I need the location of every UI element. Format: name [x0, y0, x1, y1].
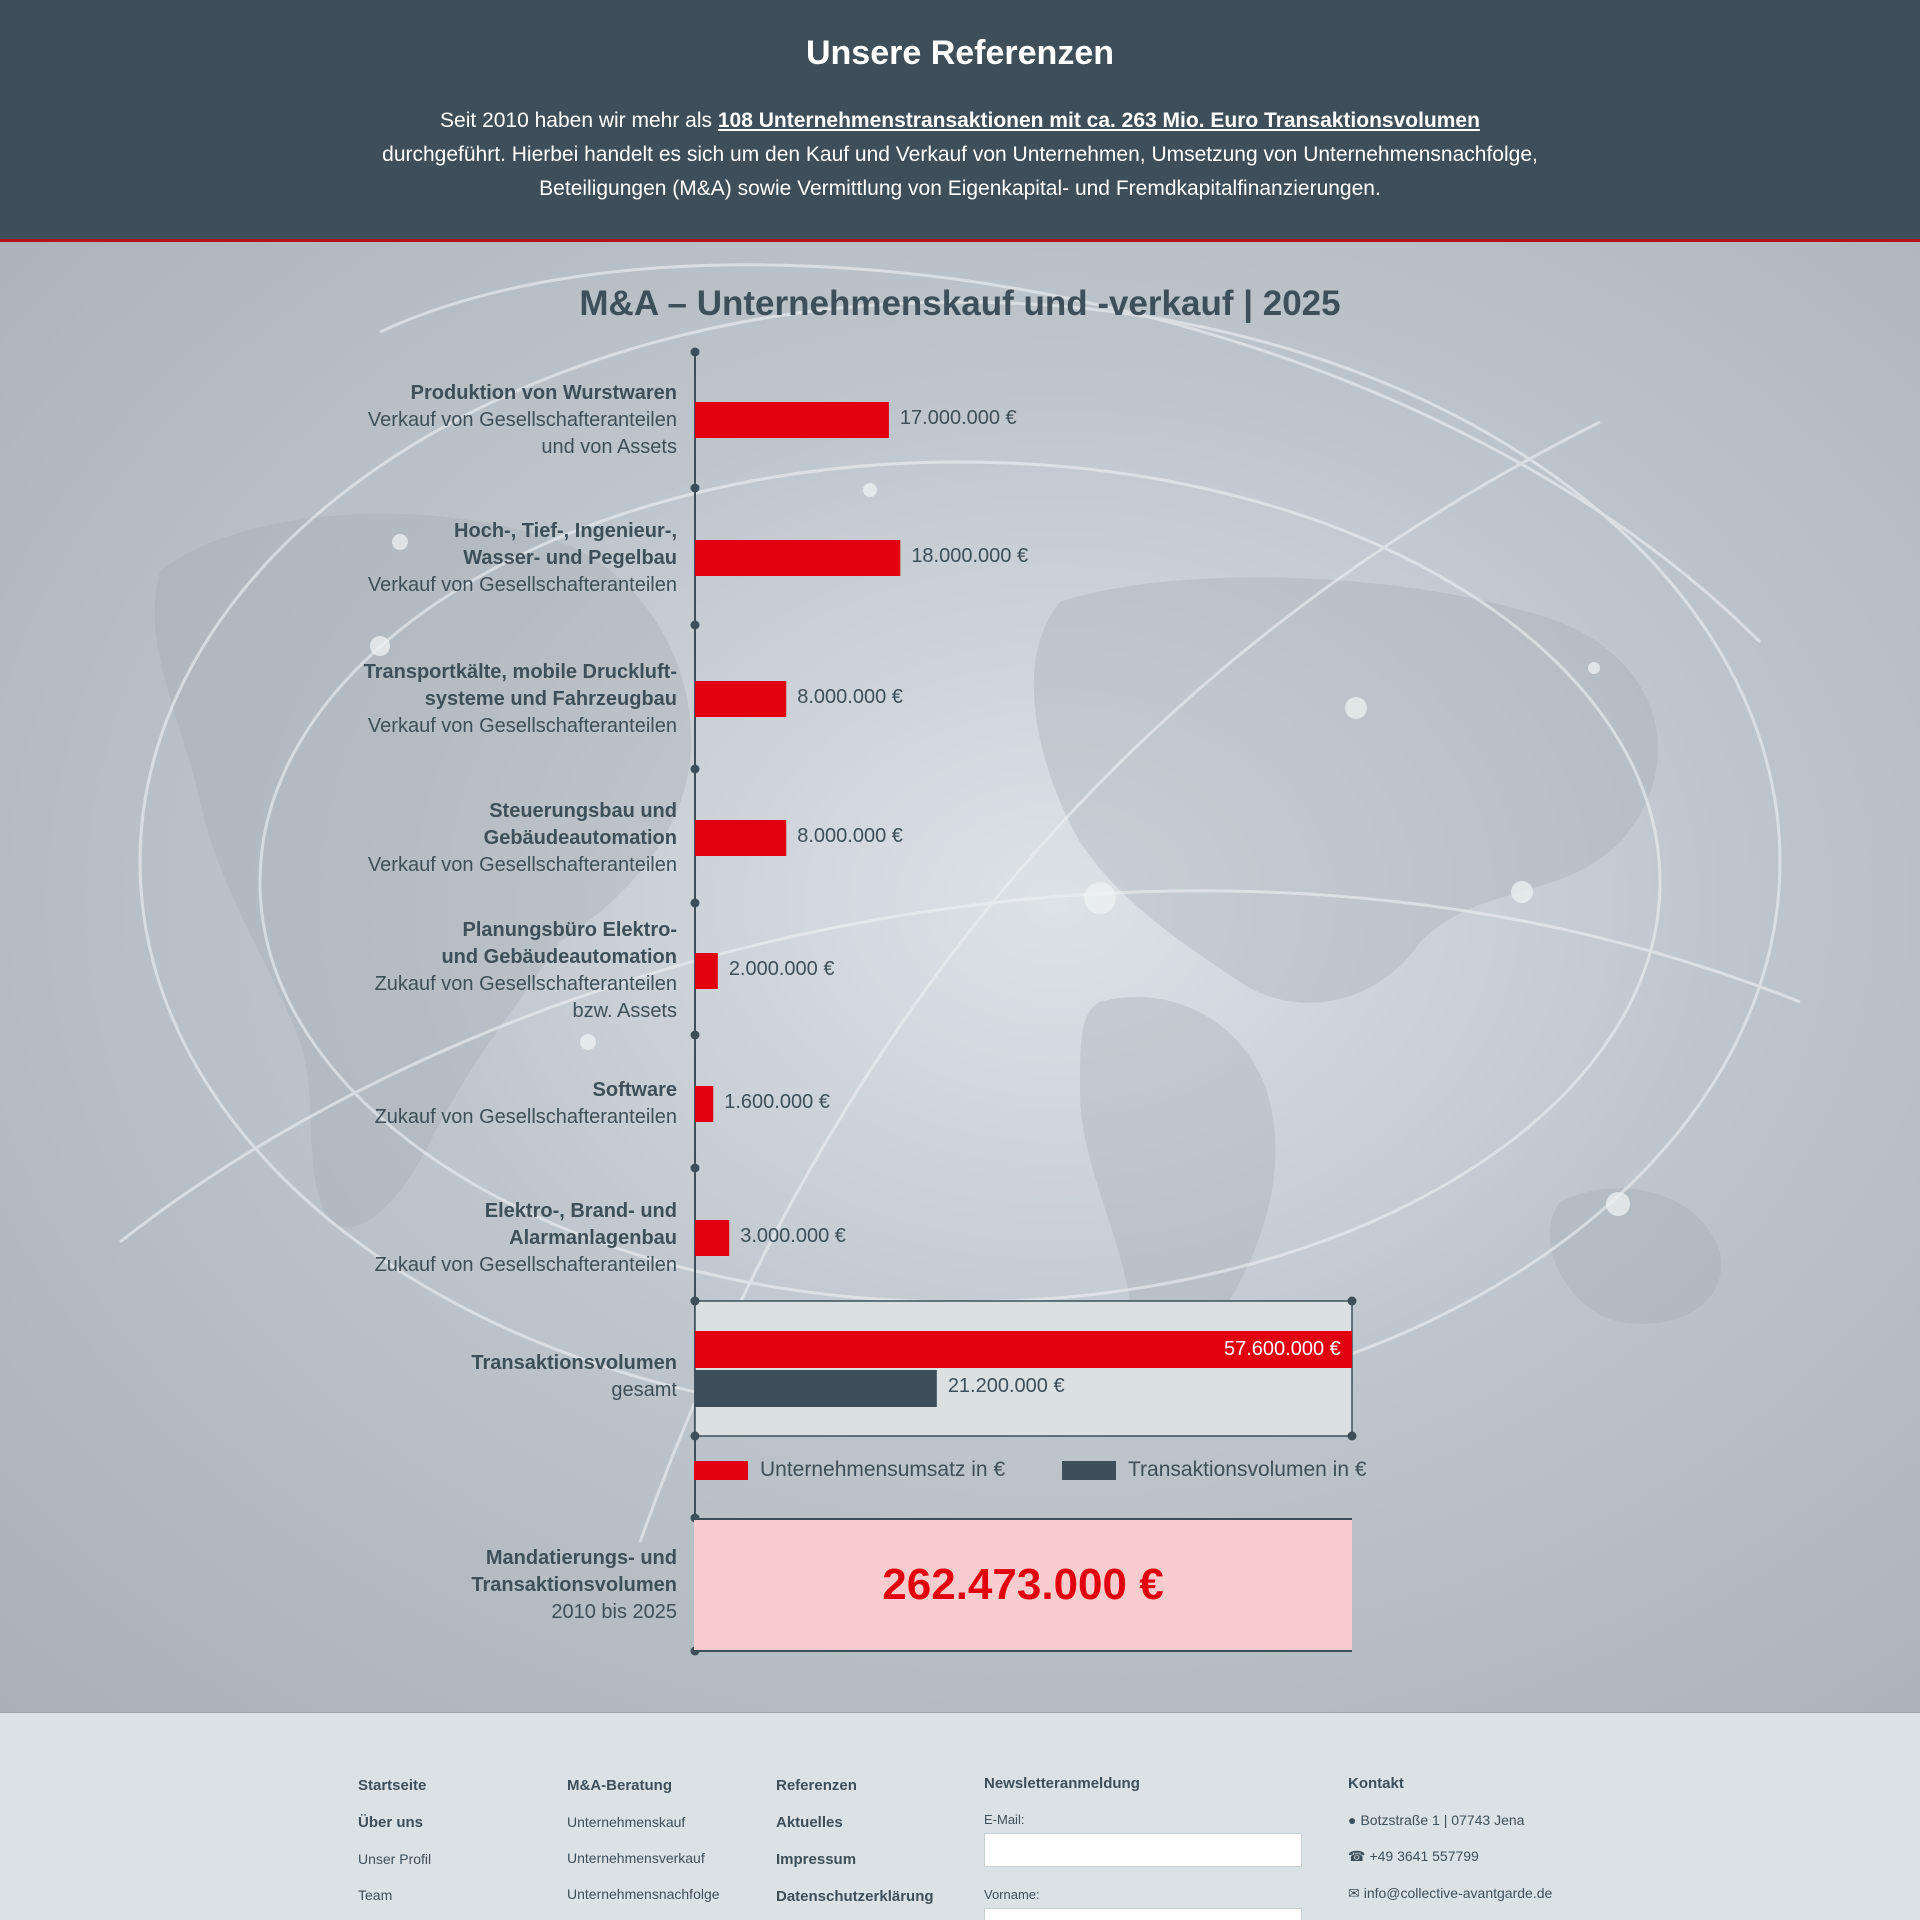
category-label-2-subtitle: Verkauf von Gesellschafteranteilen: [367, 573, 677, 596]
grand-total-box: [694, 1518, 1352, 1652]
axis-tick-dot: [691, 484, 700, 493]
site-footer: [0, 1712, 1920, 1920]
category-label-5-subtitle: bzw. Assets: [572, 1000, 677, 1022]
contact-email[interactable]: [1348, 1885, 1552, 1902]
footer-nav-more: [776, 1777, 934, 1920]
bar-3: [695, 681, 786, 717]
category-label-1-subtitle: Verkauf von Gesellschafteranteilen: [367, 408, 677, 431]
intro-highlight-link[interactable]: 108 Unternehmenstransaktionen mit ca. 263 Mio. Euro Transaktionsvolumen: [717, 109, 1480, 132]
category-label-6-title: Software: [592, 1079, 677, 1101]
category-label-5-title: Planungsbüro Elektro-: [462, 919, 677, 941]
totals-panel-corner-dot: [691, 1432, 700, 1441]
footer-link-unternehmensnachfolge[interactable]: Unternehmensnachfolge: [567, 1886, 720, 1902]
legend-swatch-volume: [1062, 1461, 1116, 1480]
newsletter-form: [984, 1775, 1302, 1920]
category-label-2-title: Hoch-, Tief-, Ingenieur-,: [454, 519, 677, 542]
intro-text-before: Seit 2010 haben wir mehr als: [440, 109, 718, 132]
total-revenue-value-label: 57.600.000 €: [1224, 1338, 1341, 1360]
category-label-4-title: Steuerungsbau und: [489, 799, 677, 822]
footer-link-unser-profil[interactable]: Unser Profil: [358, 1851, 432, 1867]
category-label-4: [368, 798, 677, 879]
bar-5: [695, 953, 718, 989]
legend-label-revenue: Unternehmensumsatz in €: [760, 1458, 1006, 1481]
grand-total-value: 262.473.000 €: [882, 1560, 1164, 1609]
phone-icon: ☎: [1348, 1848, 1366, 1864]
bar-7: [695, 1220, 729, 1256]
footer-nav-ma: [567, 1777, 720, 1920]
legend-label-volume: Transaktionsvolumen in €: [1128, 1458, 1367, 1481]
newsletter-heading: Newsletteranmeldung: [984, 1775, 1140, 1792]
total-bar-volume: [695, 1370, 937, 1407]
footer-link-startseite[interactable]: Startseite: [358, 1777, 427, 1794]
bar-value-label-3: 8.000.000 €: [797, 686, 903, 708]
category-label-5: [375, 917, 677, 1025]
axis-tick-dot: [691, 348, 700, 357]
category-label-3: [364, 659, 677, 740]
envelope-icon: ✉: [1348, 1885, 1360, 1901]
contact-phone-text: +49 3641 557799: [1369, 1848, 1479, 1864]
category-label-3-title: systeme und Fahrzeugbau: [424, 687, 677, 710]
category-label-6-subtitle: Zukauf von Gesellschafteranteilen: [374, 1106, 677, 1128]
footer-link-ma-beratung[interactable]: M&A-Beratung: [567, 1777, 672, 1794]
bar-value-label-1: 17.000.000 €: [899, 407, 1017, 429]
bar-value-label-6: 1.600.000 €: [724, 1091, 830, 1113]
totals-panel-corner-dot: [1348, 1297, 1357, 1306]
map-marker-icon: ●: [1348, 1812, 1357, 1828]
category-label-3-title: Transportkälte, mobile Druckluft-: [363, 660, 677, 683]
bar-value-label-2: 18.000.000 €: [911, 545, 1029, 567]
chart-title: M&A – Unternehmenskauf und -verkauf | 2025: [579, 284, 1341, 323]
category-label-2-title: Wasser- und Pegelbau: [463, 546, 677, 569]
footer-link-ueber-uns[interactable]: Über uns: [358, 1814, 424, 1831]
newsletter-email-input[interactable]: [984, 1833, 1302, 1867]
intro-text-after: durchgeführt. Hierbei handelt es sich um den Kauf und Verkauf von Unternehmen, Umsetzung von Unternehmensnachfolge, Beteiligungen (M&A) sowie Vermittlung von Eigenkapital- und Fremdkapitalfinanzierungen.: [382, 143, 1538, 200]
footer-nav-main: [358, 1777, 431, 1920]
footer-contact: [1348, 1775, 1552, 1920]
category-label-7-subtitle: Zukauf von Gesellschafteranteilen: [374, 1253, 677, 1276]
totals-panel: [695, 1301, 1352, 1436]
total-volume-value-label: 21.200.000 €: [947, 1375, 1065, 1397]
totals-label: [471, 1350, 677, 1404]
category-label-5-title: und Gebäudeautomation: [441, 946, 677, 968]
contact-email-text: info@collective-avantgarde.de: [1363, 1885, 1553, 1901]
grand-total-label-subtitle: 2010 bis 2025: [551, 1600, 677, 1623]
newsletter-firstname-label: Vorname:: [984, 1887, 1040, 1902]
bar-value-label-4: 8.000.000 €: [797, 825, 903, 847]
newsletter-email-label: E-Mail:: [984, 1812, 1025, 1827]
bar-4: [695, 820, 786, 856]
chart-section: [0, 242, 1920, 1712]
totals-panel-corner-dot: [1348, 1432, 1357, 1441]
category-label-7-title: Elektro-, Brand- und: [484, 1199, 677, 1222]
category-label-7: [375, 1198, 677, 1279]
category-label-4-subtitle: Verkauf von Gesellschafteranteilen: [367, 853, 677, 876]
footer-link-aktuelles[interactable]: Aktuelles: [776, 1814, 843, 1831]
axis-tick-dot: [691, 899, 700, 908]
legend-item-revenue: [694, 1458, 1005, 1482]
category-label-3-subtitle: Verkauf von Gesellschafteranteilen: [367, 714, 677, 737]
totals-label-subtitle: gesamt: [611, 1379, 677, 1401]
bar-1: [695, 402, 889, 438]
grand-total-label-title: Mandatierungs- und: [485, 1546, 677, 1569]
contact-phone[interactable]: [1348, 1848, 1552, 1865]
newsletter-firstname-input[interactable]: [984, 1908, 1302, 1920]
totals-panel-corner-dot: [691, 1297, 700, 1306]
category-label-5-subtitle: Zukauf von Gesellschafteranteilen: [374, 973, 677, 995]
footer-link-unternehmenskauf[interactable]: Unternehmenskauf: [567, 1814, 686, 1830]
category-label-6: [375, 1077, 677, 1131]
category-label-1-subtitle: und von Assets: [541, 435, 677, 458]
bar-value-label-5: 2.000.000 €: [728, 958, 835, 980]
axis-tick-dot: [691, 1164, 700, 1173]
contact-address-text: Botzstraße 1 | 07743 Jena: [1360, 1812, 1525, 1828]
totals-label-title: Transaktionsvolumen: [471, 1352, 677, 1374]
category-label-7-title: Alarmanlagenbau: [509, 1226, 677, 1249]
category-label-2: [368, 518, 677, 599]
bar-value-label-7: 3.000.000 €: [740, 1225, 846, 1247]
footer-link-unternehmensverkauf[interactable]: Unternehmensverkauf: [567, 1850, 705, 1866]
intro-text: [380, 104, 1540, 206]
bar-2: [695, 540, 900, 576]
bar-chart: [0, 242, 1920, 1712]
legend-swatch-revenue: [694, 1461, 748, 1480]
footer-link-datenschutz[interactable]: Datenschutzerklärung: [776, 1888, 934, 1905]
contact-address: [1348, 1812, 1552, 1828]
footer-link-impressum[interactable]: Impressum: [776, 1851, 857, 1868]
footer-link-team[interactable]: Team: [358, 1887, 393, 1903]
axis-tick-dot: [691, 1031, 700, 1040]
category-label-1: [368, 380, 677, 461]
grand-total-label: [471, 1545, 677, 1626]
contact-heading: Kontakt: [1348, 1775, 1404, 1792]
axis-tick-dot: [691, 621, 700, 630]
grand-total-label-title: Transaktionsvolumen: [471, 1573, 677, 1596]
legend-item-volume: [1062, 1458, 1367, 1482]
bar-6: [695, 1086, 713, 1122]
axis-tick-dot: [691, 765, 700, 774]
footer-link-referenzen[interactable]: Referenzen: [776, 1777, 857, 1794]
page-title: Unsere Referenzen: [805, 34, 1114, 72]
references-header: [0, 0, 1920, 242]
category-label-4-title: Gebäudeautomation: [483, 826, 677, 849]
category-label-1-title: Produktion von Wurstwaren: [410, 381, 677, 404]
